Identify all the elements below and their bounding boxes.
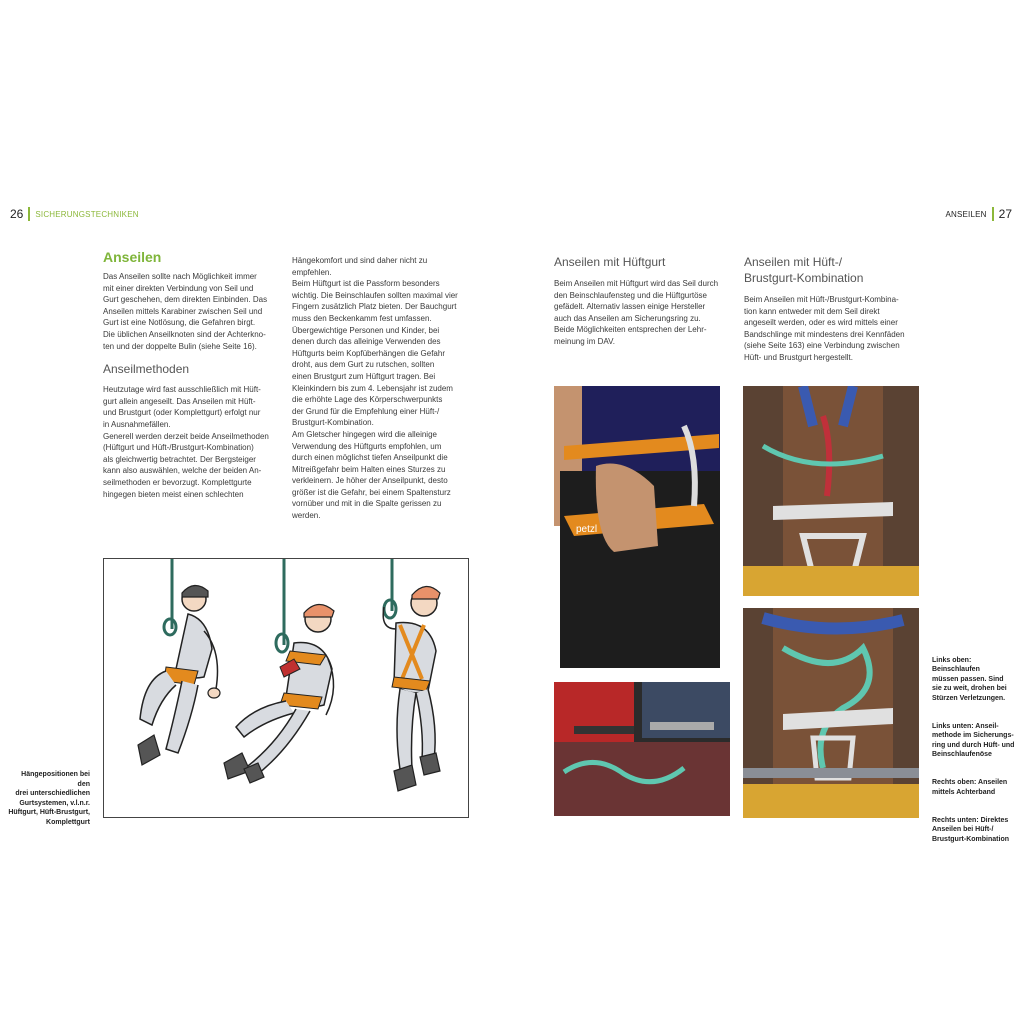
photo-direct-tie-in — [743, 608, 919, 818]
harness-fit-image — [554, 386, 730, 668]
climber-hip-chest-harness — [224, 559, 334, 783]
caption-right-bottom: Rechts unten: Direktes Anseilen bei Hüft-/ Brustgurt-Kombination — [932, 816, 1009, 843]
body-paragraph: Hängekomfort und sind daher nicht zu empfehlen. Beim Hüftgurt ist die Passform besonders wichtig. Die Beinschlaufen sollten maximal vier Fingern zusätzlich Platz bieten. Der Bauchgurt muss den Beckenkamm fest umfassen. Übergewichtige Personen und Kinder, bei denen durch das alleinige Verwenden des Hüftgurts beim Kopfüberhängen die Gefahr droht, aus dem Gurt zu rutschen, sollten einen Brustgurt zum Hüftgurt tragen. Bei Kleinkindern bis zum 4. Lebensjahr ist zudem die erhöhte Lage des Körperschwerpunkts der Grund für die Empfehlung einer Hüft-/ Brustgurt-Kombination. Am Gletscher hingegen wird die alleinige Verwendung des Hüftgurts empfohlen, um durch einen möglichst tiefen Anseilpunkt die Mitreißgefahr beim Halten eines Sturzes zu verkleinern. Je höher der Anseilpunkt, desto größer ist die Gefahr, bei einem Spaltensturz vornüber und mit in die Spalte gerissen zu werden. — [292, 256, 458, 521]
header-divider — [28, 207, 30, 221]
right-page-header — [945, 206, 1012, 222]
photo-belay-ring — [554, 682, 730, 816]
column-hueftgurt — [554, 254, 734, 348]
left-page-number: 26 — [10, 207, 24, 221]
header-divider — [992, 207, 994, 221]
column-anseilen — [103, 249, 283, 500]
column-kombination — [744, 254, 924, 364]
caption-left-top: Links oben: Beinschlaufen müssen passen. Sind sie zu weit, drohen bei Stürzen Verletzungen. — [932, 656, 1007, 702]
right-section-title: ANSEILEN — [945, 209, 987, 219]
body-paragraph: Heutzutage wird fast ausschließlich mit Hüft- gurt allein angeseilt. Das Anseilen mit Hüft- und Brustgurt (oder Komplettgurt) erfolgt nur in Ausnahmefällen. Generell werden derzeit beide Anseilmethoden (Hüftgurt und Hüft-/Brustgurt-Kombination) als gleichwertig betrachtet. Der Bergsteiger kann also auswählen, welche der beiden An- seilmethoden er bevorzugt. Komplettgurte hingegen bieten meist einen schlechten — [103, 385, 269, 499]
illustration-caption: Hängepositionen bei den drei unterschiedlichen Gurtsystemen, v.l.n.r. Hüftgurt, Hüft-Brustgurt, Komplettgurt — [8, 771, 90, 826]
caption-right-top: Rechts oben: Anseilen mittels Achterband — [932, 779, 1008, 796]
body-paragraph: Beim Anseilen mit Hüftgurt wird das Seil durch den Beinschlaufensteg und die Hüftgurtöse gefädelt. Alternativ lassen einige Hersteller auch das Anseilen am Sicherungsring zu. Beide Möglichkeiten entsprechen der Lehr- meinung im DAV. — [554, 279, 719, 346]
subsection-heading: Anseilmethoden — [103, 362, 190, 377]
climber-hip-harness — [138, 559, 220, 765]
direct-tie-in-image — [743, 608, 919, 818]
section-heading: Anseilen — [103, 249, 162, 265]
climber-full-body-harness — [383, 559, 440, 791]
climbers-drawing — [104, 559, 468, 817]
brand-logo: petzl — [576, 524, 598, 535]
photo-captions — [932, 646, 1018, 863]
intro-paragraph: Das Anseilen sollte nach Möglichkeit immer mit einer direkten Verbindung von Seil und Gurt geschehen, dem direkten Einbinden. Das Anseilen mittels Karabiner zwischen Seil und Gurt ist eine Notlösung, die Gefahren birgt. Die üblichen Anseilknoten sind der Achterkno- ten und der doppelte Bulin (siehe Seite 16). — [103, 272, 268, 351]
subsection-heading: Anseilen mit Hüft-/ Brustgurt-Kombination — [744, 255, 864, 285]
subsection-heading: Anseilen mit Hüftgurt — [554, 255, 666, 269]
hanging-positions-illustration — [103, 558, 469, 818]
left-page-header — [10, 206, 139, 222]
photo-achterband — [743, 386, 919, 596]
belay-ring-image — [554, 682, 730, 816]
body-paragraph: Beim Anseilen mit Hüft-/Brustgurt-Kombina- tion kann entweder mit dem Seil direkt angeseilt werden, oder es wird mittels einer Bandschlinge mit mindestens drei Kennfäden (siehe Seite 163) eine Verbindung zwischen Hüft- und Brustgurt hergestellt. — [744, 295, 905, 362]
right-page-number: 27 — [998, 207, 1012, 221]
achterband-image — [743, 386, 919, 596]
left-section-title: SICHERUNGSTECHNIKEN — [35, 209, 139, 219]
caption-left-bottom: Links unten: Anseil- methode im Sicherungs- ring und durch Hüft- und Beinschlaufenöse — [932, 722, 1015, 758]
column-continued — [292, 255, 472, 522]
photo-hip-harness-fit — [554, 386, 730, 668]
